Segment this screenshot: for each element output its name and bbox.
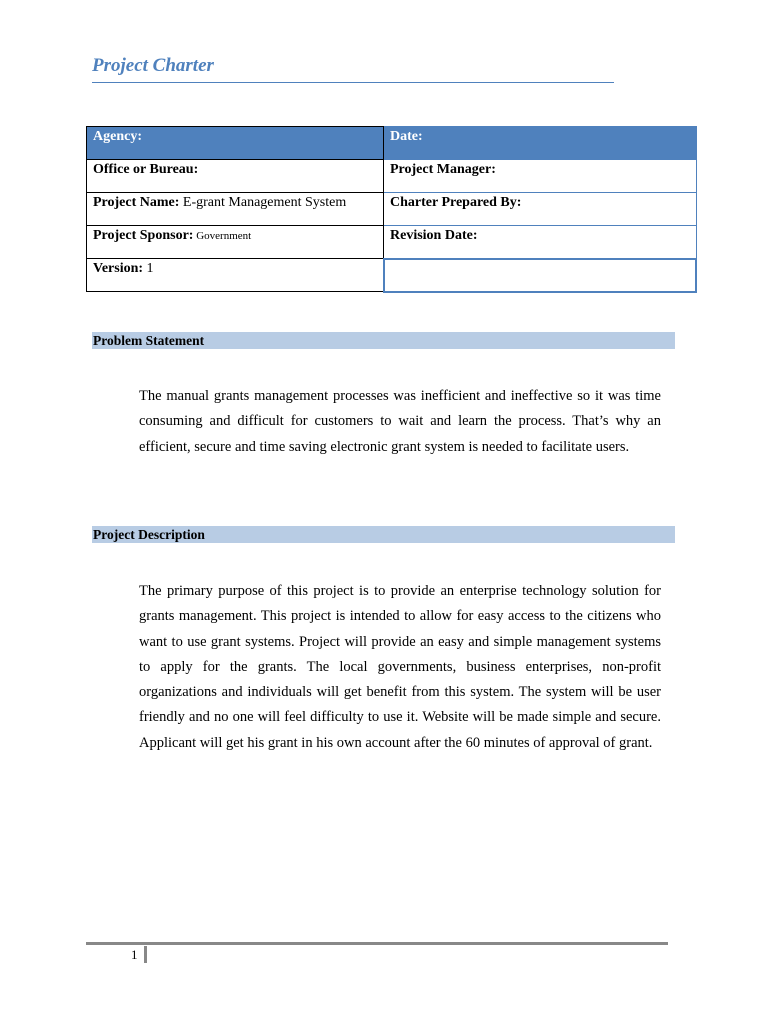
- problem-statement-heading: Problem Statement: [92, 332, 675, 349]
- charter-prepared-label: Charter Prepared By:: [390, 195, 522, 210]
- sponsor-value: Government: [193, 230, 252, 242]
- office-cell: [87, 160, 384, 193]
- table-row: [87, 160, 697, 193]
- project-name-label: Project Name:: [93, 195, 180, 210]
- manager-cell: [384, 160, 697, 193]
- page-number: 1: [131, 947, 138, 962]
- page-title: Project Charter: [92, 55, 214, 76]
- problem-statement-text: The manual grants management processes was inefficient and ineffective so it was time consuming and difficult for customers to wait and learn the process. That’s why an efficient, secure and time saving electronic grant system is needed to facilitate users.: [139, 388, 661, 455]
- table-row: [87, 226, 697, 259]
- version-cell: [87, 259, 384, 292]
- project-name-value: E-grant Management System: [179, 195, 347, 210]
- manager-label: Project Manager:: [390, 162, 496, 177]
- title-underline: [92, 82, 614, 83]
- revision-cell: [384, 226, 697, 259]
- revision-label: Revision Date:: [390, 228, 478, 243]
- agency-label: Agency:: [93, 129, 142, 144]
- table-row: [87, 127, 697, 160]
- charter-prepared-cell: [384, 193, 697, 226]
- office-label: Office or Bureau:: [93, 162, 199, 177]
- version-value: 1: [143, 261, 154, 276]
- project-name-cell: [87, 193, 384, 226]
- project-description-heading: Project Description: [92, 526, 675, 543]
- empty-cell: [384, 259, 697, 292]
- table-row: [87, 259, 697, 292]
- date-cell: [384, 127, 697, 160]
- sponsor-label: Project Sponsor:: [93, 228, 194, 243]
- page-number-divider: [144, 946, 147, 963]
- version-label: Version:: [93, 261, 144, 276]
- sponsor-cell: [87, 226, 384, 259]
- footer-rule: [86, 942, 668, 945]
- charter-info-table: [86, 126, 697, 293]
- agency-cell: [87, 127, 384, 160]
- date-label: Date:: [390, 129, 423, 144]
- table-row: [87, 193, 697, 226]
- project-description-text: The primary purpose of this project is to provide an enterprise technology solution for grants management. This project is intended to allow for easy access to the citizens who want to use grant systems. Project will provide an easy and simple management systems to apply for the grants. The local governments, business enterprises, non-profit organizations and individuals will get benefit from this system. The system will be user friendly and no one will feel difficulty to use it. Website will be made simple and secure. Applicant will get his grant in his own account after the 60 minutes of approval of grant.: [139, 583, 661, 751]
